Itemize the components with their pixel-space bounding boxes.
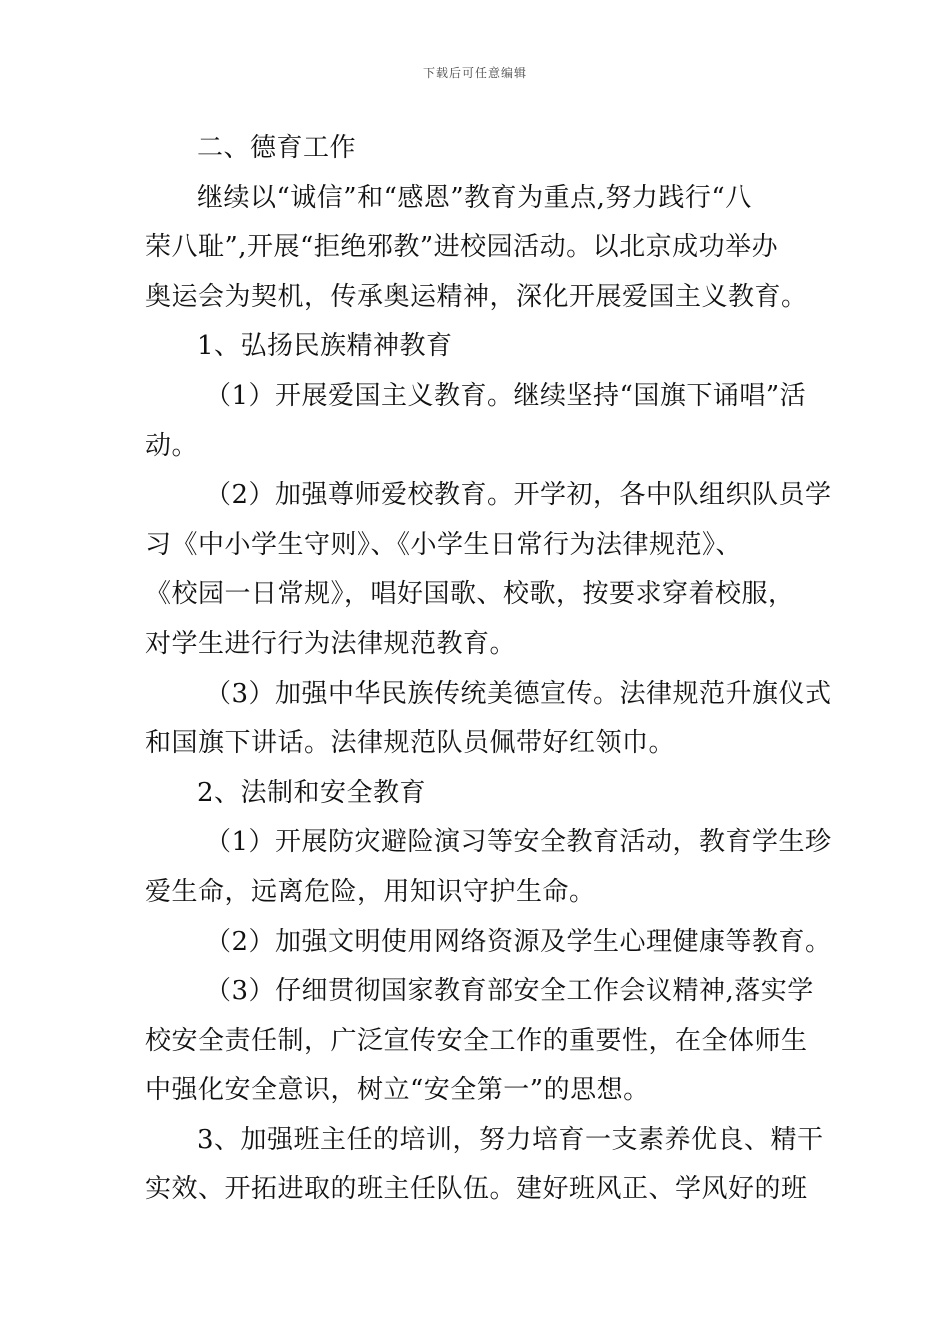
paragraph-line: （3）仔细贯彻国家教育部安全工作会议精神,落实学: [205, 976, 814, 1007]
paragraph-line: 奥运会为契机，传承奥运精神，深化开展爱国主义教育。: [145, 281, 808, 312]
paragraph-line: 和国旗下讲话。法律规范队员佩带好红领巾。: [145, 728, 676, 759]
paragraph-line: 动。: [145, 430, 199, 461]
paragraph-line: 荣八耻”,开展“拒绝邪教”进校园活动。以北京成功举办: [145, 232, 779, 263]
paragraph-line: 爱生命，远离危险，用知识守护生命。: [145, 876, 596, 907]
paragraph-line: （2）加强尊师爱校教育。开学初，各中队组织队员学: [205, 480, 832, 511]
subheading-national-spirit: 1、弘扬民族精神教育: [197, 331, 453, 362]
paragraph-line: 对学生进行行为法律规范教育。: [145, 628, 517, 659]
paragraph-line: 校安全责任制，广泛宣传安全工作的重要性，在全体师生: [145, 1025, 808, 1056]
paragraph-line: 3、加强班主任的培训，努力培育一支素养优良、精干: [197, 1124, 824, 1155]
paragraph-line: （2）加强文明使用网络资源及学生心理健康等教育。: [205, 926, 832, 957]
paragraph-line: （1）开展爱国主义教育。继续坚持“国旗下诵唱”活: [205, 380, 807, 411]
page-header: 下载后可任意编辑: [422, 66, 527, 80]
paragraph-line: 《校园一日常规》，唱好国歌、校歌，按要求穿着校服，: [145, 579, 795, 610]
paragraph-line: （3）加强中华民族传统美德宣传。法律规范升旗仪式: [205, 678, 832, 709]
paragraph-line: 中强化安全意识，树立“安全第一”的思想。: [145, 1075, 650, 1106]
paragraph-line: 习《中小学生守则》、《小学生日常行为法律规范》、: [145, 529, 743, 560]
document-body: [145, 124, 832, 1215]
paragraph-line: 继续以“诚信”和“感恩”教育为重点,努力践行“八: [197, 182, 752, 213]
section-heading-moral-education: 二、德育工作: [197, 133, 357, 163]
subheading-legal-safety: 2、法制和安全教育: [197, 777, 427, 808]
paragraph-line: （1）开展防灾避险演习等安全教育活动，教育学生珍: [205, 827, 832, 858]
paragraph-line: 实效、开拓进取的班主任队伍。建好班风正、学风好的班: [145, 1174, 808, 1205]
